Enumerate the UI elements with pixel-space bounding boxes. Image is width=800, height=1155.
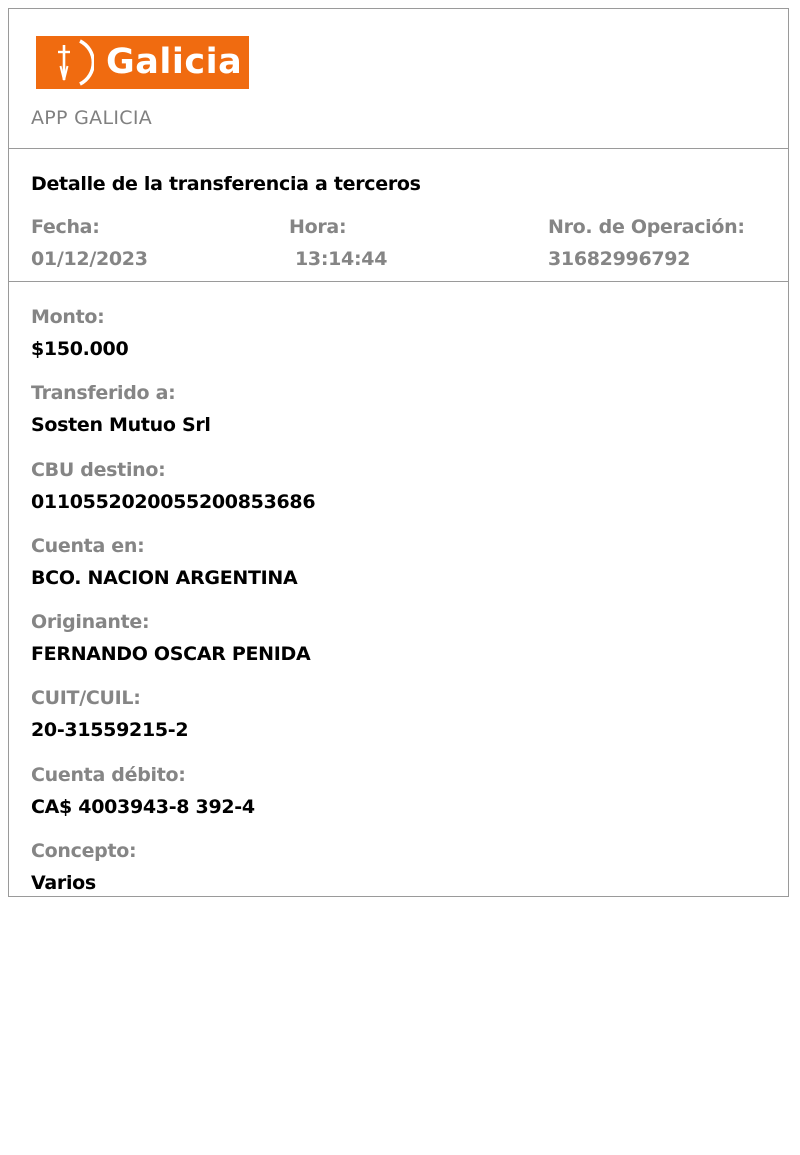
fecha-label: Fecha:: [31, 216, 100, 238]
galicia-emblem-icon: [36, 36, 94, 89]
operation-number-label: Nro. de Operación:: [548, 216, 745, 238]
app-label: APP GALICIA: [31, 107, 153, 129]
detail-field-transferido: [31, 382, 315, 458]
detail-field-originante: [31, 611, 315, 687]
operation-number-value: 31682996792: [548, 248, 691, 270]
field-value: $150.000: [31, 338, 129, 360]
field-value: FERNANDO OSCAR PENIDA: [31, 643, 311, 666]
field-label: Originante:: [31, 611, 150, 634]
field-value: CA$ 4003943-8 392-4: [31, 795, 255, 818]
field-label: Transferido a:: [31, 382, 176, 405]
field-value: 20-31559215-2: [31, 719, 189, 742]
detail-field-monto: [31, 306, 315, 382]
detail-field-cuenta-en: [31, 535, 315, 611]
fecha-column: [31, 216, 148, 270]
operation-section: [9, 148, 788, 282]
detail-field-cuenta-debito: [31, 764, 315, 840]
detail-field-cuit: [31, 687, 315, 763]
fecha-value: 01/12/2023: [31, 248, 148, 270]
field-label: Cuenta débito:: [31, 763, 186, 786]
galicia-logo: [36, 36, 249, 89]
receipt-card: [8, 8, 789, 897]
field-value: 0110552020055200853686: [31, 490, 316, 513]
field-label: Monto:: [31, 306, 105, 328]
brand-name: Galicia: [106, 42, 243, 82]
detail-field-cbu: [31, 459, 315, 535]
field-value: Varios: [31, 872, 96, 895]
hora-column: [289, 216, 387, 270]
detail-field-concepto: [31, 840, 315, 916]
field-label: CBU destino:: [31, 458, 166, 481]
field-value: BCO. NACION ARGENTINA: [31, 566, 298, 589]
hora-value: 13:14:44: [295, 248, 388, 270]
field-value: Sosten Mutuo Srl: [31, 414, 211, 437]
page-title: Detalle de la transferencia a terceros: [31, 173, 421, 195]
transfer-details: [31, 306, 315, 916]
field-label: Cuenta en:: [31, 534, 145, 557]
hora-label: Hora:: [289, 216, 347, 238]
field-label: CUIT/CUIL:: [31, 687, 141, 710]
receipt-header: [9, 9, 788, 149]
field-label: Concepto:: [31, 840, 137, 863]
operation-number-column: [548, 216, 745, 270]
